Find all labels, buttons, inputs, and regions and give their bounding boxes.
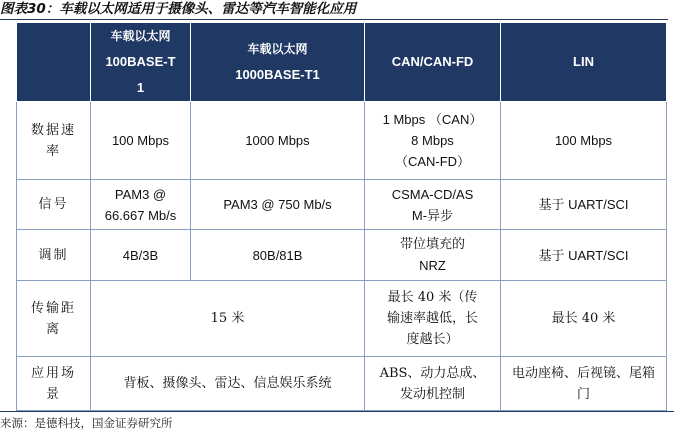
cell-text: 基于 UART/SCI [538,247,629,263]
cell-signal-lin [501,180,667,230]
cell-text: PAM3 @ [114,186,167,202]
source-note: 来源：是德科技，国金证券研究所 [0,411,674,431]
cell-text: 电动座椅、后视镜、尾箱 [511,365,655,381]
cell-text: 100 Mbps [111,133,170,148]
header-corner [17,23,91,102]
cell-text: 4B/3B [122,247,159,263]
cell-text: 输速率越低，长 [386,311,478,326]
cell-text: 背板、摄像头、雷达、信息娱乐系统 [123,376,332,391]
cell-data-rate-can [365,102,501,180]
cell-modulation-100base [91,230,191,281]
label-line: 率 [45,143,61,159]
header-line: 1000BASE-T1 [235,67,320,82]
cell-text: 度越长） [406,332,459,347]
cell-data-rate-100base [91,102,191,180]
cell-distance-lin [501,281,667,357]
header-line: 车载以太网 [110,29,171,43]
cell-modulation-lin [501,230,667,281]
header-line: 1 [136,80,145,95]
cell-text: 门 [576,386,590,402]
cell-text: 1 Mbps （CAN） [382,112,483,127]
cell-text: PAM3 @ 750 Mb/s [223,197,332,212]
label-line: 数据速 [30,122,76,138]
cell-distance-can [365,281,501,357]
cell-text: 80B/81B [252,247,303,263]
label-line: 应用场 [30,365,76,381]
comparison-table [16,22,667,411]
cell-text: 最长 40 米 [551,311,616,326]
header-100base-t1 [91,23,191,102]
header-lin [501,23,667,102]
row-label-modulation [17,230,91,281]
label-line: 离 [45,321,61,337]
row-modulation [17,230,667,281]
label-line: 信号 [38,197,69,212]
row-label-distance [17,281,91,357]
header-row [17,23,667,102]
cell-applications-lin [501,357,667,411]
cell-modulation-can [365,230,501,281]
cell-text: CSMA-CD/AS [391,186,474,202]
cell-text: NRZ [419,257,446,273]
row-distance [17,281,667,357]
header-line: 车载以太网 [247,42,308,56]
header-line: 100BASE-T [105,54,176,69]
cell-distance-ethernet [91,281,365,357]
row-label-signal [17,180,91,230]
cell-applications-ethernet [91,357,365,411]
label-line: 传输距 [30,300,76,316]
cell-text: ABS、动力总成、 [379,365,486,381]
row-data-rate [17,102,667,180]
figure-title: 图表30：车载以太网适用于摄像头、雷达等汽车智能化应用 [0,1,357,17]
label-line: 景 [45,386,61,402]
cell-data-rate-1000base [191,102,365,180]
header-line: LIN [573,54,594,69]
cell-text: 1000 Mbps [245,133,310,148]
row-signal [17,180,667,230]
header-can [365,23,501,102]
cell-text: 发动机控制 [399,386,465,402]
title-rule [0,19,668,20]
label-line: 调制 [38,247,69,263]
cell-signal-1000base [191,180,365,230]
cell-text: 15 米 [210,311,245,326]
row-label-applications [17,357,91,411]
row-label-data-rate [17,102,91,180]
header-1000base-t1 [191,23,365,102]
cell-text: 基于 UART/SCI [538,197,629,212]
cell-signal-100base [91,180,191,230]
cell-modulation-1000base [191,230,365,281]
cell-text: 带位填充的 [399,236,465,252]
cell-text: （CAN-FD） [394,154,471,169]
header-line: CAN/CAN-FD [391,54,474,69]
cell-signal-can [365,180,501,230]
cell-data-rate-lin [501,102,667,180]
cell-text: M-异步 [411,207,454,223]
cell-text: 最长 40 米（传 [387,290,478,305]
cell-text: 8 Mbps [411,133,454,148]
cell-text: 100 Mbps [554,133,613,148]
row-applications [17,357,667,411]
cell-text: 66.667 Mb/s [104,207,177,223]
cell-applications-can [365,357,501,411]
